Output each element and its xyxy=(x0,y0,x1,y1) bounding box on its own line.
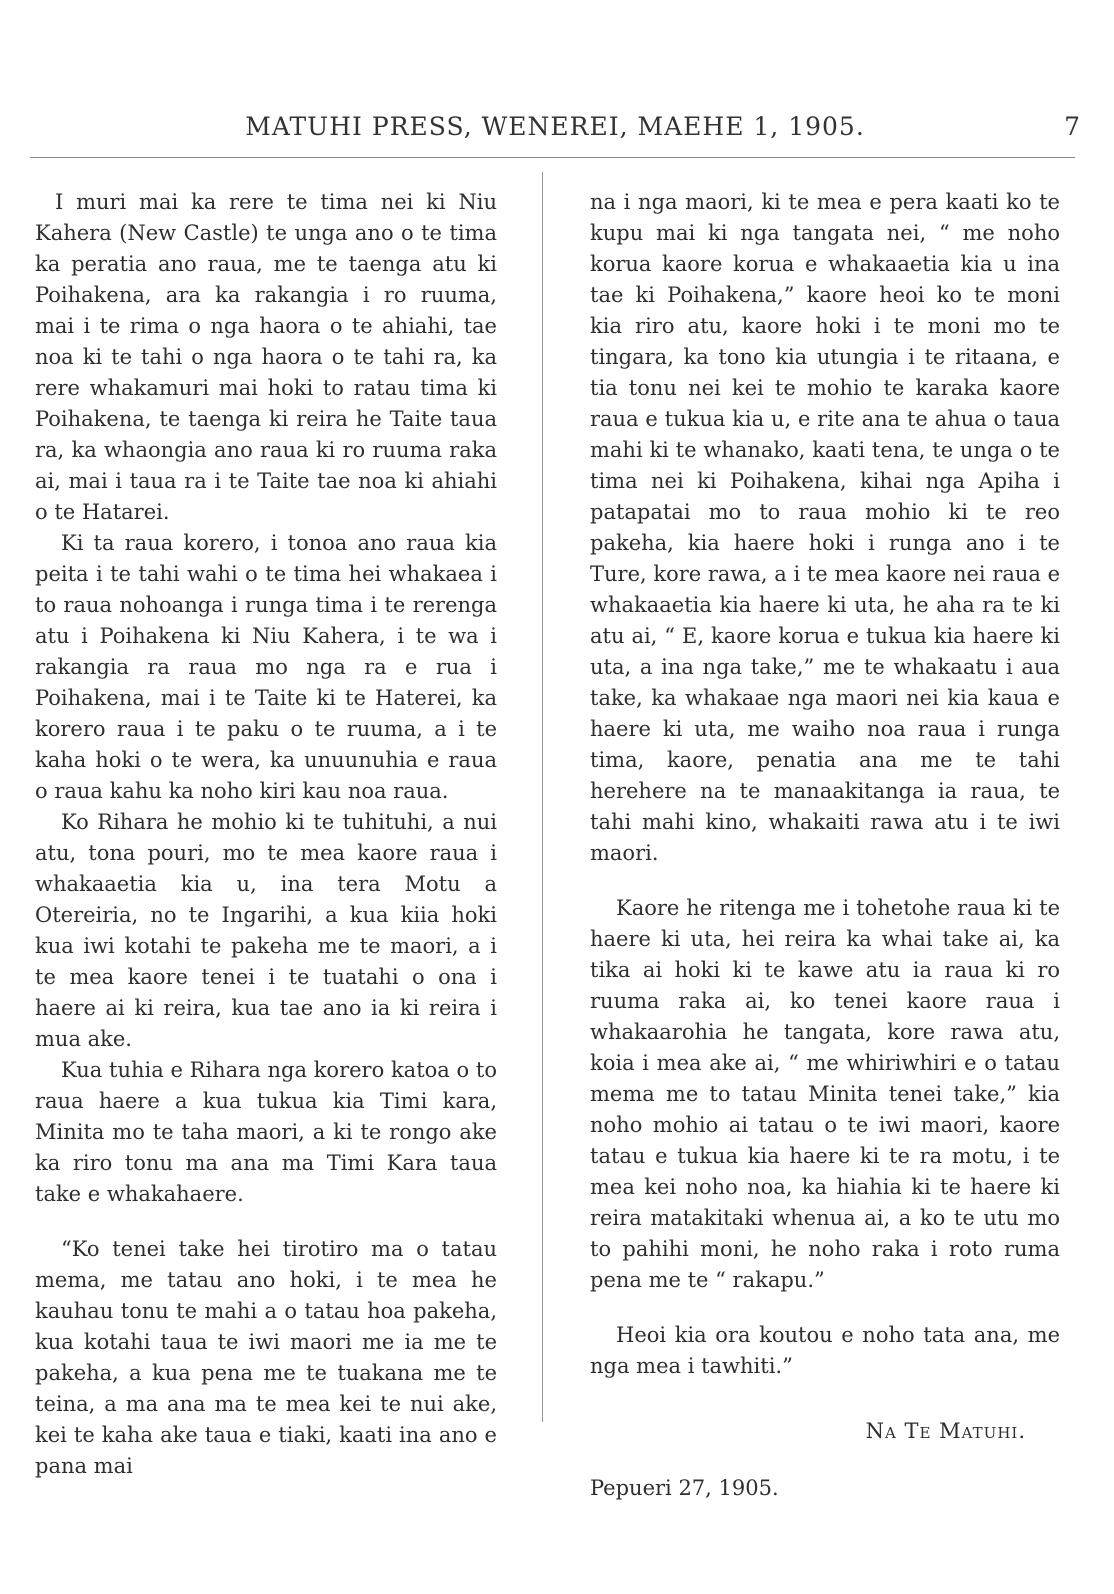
paragraph: I muri mai ka rere te tima nei ki Niu Kahera (New Castle) te unga ano o te tima ka peratia ano raua, me te taenga atu ki Poihakena, ara ka rakangia i ro ruuma, mai i te rima o nga haora o te ahiahi, tae noa ki te tahi o nga haora o te tahi ra, ka rere whakamuri mai hoki to ratau tima ki Poihakena, te taenga ki reira he Taite taua ra, ka whaongia ano raua ki ro ruuma raka ai, mai i taua ra i te Taite tae noa ki ahiahi o te Hatarei. xyxy=(35,190,497,524)
header-rule xyxy=(30,157,1075,158)
left-column xyxy=(35,187,497,1482)
paragraph: Ko Rihara he mohio ki te tuhituhi, a nui atu, tona pouri, mo te mea kaore raua i whakaaetia kia u, ina tera Motu a Otereiria, no te Ingarihi, a kua kiia hoki kua iwi kotahi te pakeha me te maori, a i te mea kaore tenei i te tuatahi o ona i haere ai ki reira, kua tae ano ia ki reira i mua ake. xyxy=(35,810,497,1051)
paragraph: Heoi kia ora koutou e noho tata ana, me nga mea i tawhiti.” xyxy=(590,1323,1060,1378)
paragraph: Ki ta raua korero, i tonoa ano raua kia peita i te tahi wahi o te tima hei whakaea i to raua nohoanga i runga tima i te rerenga atu i Poihakena ki Niu Kahera, i te wa i rakangia ra raua mo nga ra e rua i Poihakena, mai i te Taite ki te Haterei, ka korero raua i te paku o te ruuma, a i te kaha hoki o te wera, ka unuunuhia e raua o raua kahu ka noho kiri kau noa raua. xyxy=(35,531,497,803)
page-header xyxy=(30,112,1080,152)
newspaper-title: MATUHI PRESS, WENEREI, MAEHE 1, 1905. xyxy=(245,112,865,141)
column-divider xyxy=(542,172,543,1422)
paragraph: “Ko tenei take hei tirotiro ma o tatau mema, me tatau ano hoki, i te mea he kauhau tonu te mahi a o tatau hoa pakeha, kua kotahi taua te iwi maori me ia me te pakeha, a kua pena me te tuakana me te teina, a ma ana ma te mea kei te nui ake, kei te kaha ake taua e tiaki, kaati ina ano e pana mai xyxy=(35,1237,497,1478)
page-number: 7 xyxy=(1064,112,1080,141)
letter-date: Pepueri 27, 1905. xyxy=(590,1476,779,1500)
right-column xyxy=(590,187,1060,1504)
paragraph: Kaore he ritenga me i tohetohe raua ki te haere ki uta, hei reira ka whai take ai, ka tika ai hoki ki te kawe atu ia raua ki ro ruuma raka ai, ko tenei kaore raua i whakaarohia he tangata, kore rawa atu, koia i mea ake ai, “ me whiriwhiri e o tatau mema me to tatau Minita tenei take,” kia noho mohio ai tatau o te iwi maori, kaore tatau e tukua kia haere ki te ra motu, i te mea kei noho noa, ka hiahia ki te haere ki reira matakitaki whenua ai, a ko te utu mo to pahihi moni, he noho raka i roto ruma pena me te “ rakapu.” xyxy=(590,896,1060,1292)
paragraph: na i nga maori, ki te mea e pera kaati ko te kupu mai ki nga tangata nei, “ me noho korua kaore korua e whakaaetia kia u ina tae ki Poihakena,” kaore heoi ko te moni kia riro atu, kaore hoki i te moni mo te tingara, ka tono kia utungia i te ritaana, e tia tonu nei kei te mohio te karaka kaore raua e tukua kia u, e rite ana te ahua o taua mahi ki te whanako, kaati tena, te unga o te tima nei ki Poihakena, kihai nga Apiha i patapatai mo to raua mohio ki te reo pakeha, kia haere hoki i runga ano i te Ture, kore rawa, a i te mea kaore nei raua e whakaaetia kia haere ki uta, he aha ra te ki atu ai, “ E, kaore korua e tukua kia haere ki uta, a ina nga take,” me te whakaatu i aua take, ka whakaae nga maori nei kia kaua e haere ki uta, me waiho noa raua i runga tima, kaore, penatia ana me te tahi herehere na te manaakitanga ia raua, te tahi mahi kino, whakaiti rawa atu i te iwi maori. xyxy=(590,190,1061,865)
author-signature: Na Te Matuhi. xyxy=(865,1419,1026,1443)
paragraph: Kua tuhia e Rihara nga korero katoa o to raua haere a kua tukua kia Timi kara, Minita mo te taha maori, a ki te rongo ake ka riro tonu ma ana ma Timi Kara taua take e whakahaere. xyxy=(35,1058,497,1206)
